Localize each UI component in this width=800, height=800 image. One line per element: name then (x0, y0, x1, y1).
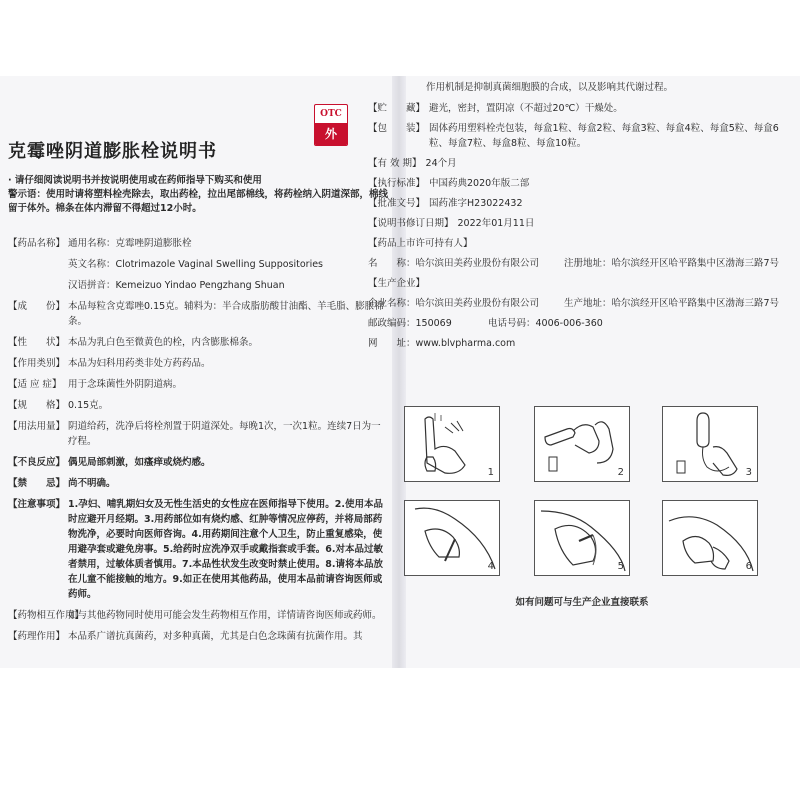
holder-row (368, 256, 792, 271)
section-label: 【有 效 期】 (368, 158, 422, 169)
manufacturer-address: 生产地址：哈尔滨经开区哈平路集中区渤海三路7号 (564, 298, 780, 309)
right-section (368, 156, 792, 171)
pull-string-illustration (663, 407, 759, 483)
right-sections (368, 101, 792, 251)
section-label: 【适 应 症】 (8, 379, 62, 390)
section-label: 【贮 藏】 (368, 103, 426, 114)
postcode: 邮政编码：150069 (368, 318, 452, 329)
insert-position-illustration (405, 501, 501, 577)
holder-name: 名 称：哈尔滨田美药业股份有限公司 (368, 258, 540, 269)
document-title: 克霉唑阴道膨胀栓说明书 (8, 141, 217, 162)
section-body: 0.15克。 (68, 400, 109, 411)
section-label (8, 278, 68, 293)
left-section (8, 608, 388, 623)
notice-line: · 请仔细阅读说明书并按说明使用或在药师指导下购买和使用 (8, 175, 262, 186)
insert-deep-illustration (535, 501, 631, 577)
left-section (8, 419, 388, 449)
remove-tampon-illustration (663, 501, 759, 577)
section-label: 【药理作用】 (8, 631, 66, 642)
left-section (8, 629, 388, 644)
section-label: 【药品名称】 (8, 238, 66, 249)
right-section (368, 121, 792, 151)
section-body: 2022年01月11日 (457, 218, 535, 229)
section-label: 【不良反应】 (8, 457, 66, 468)
section-label: 【禁 忌】 (8, 478, 66, 489)
section-body: 本品为妇科用药类非处方药药品。 (68, 358, 211, 369)
section-label: 【执行标准】 (368, 178, 426, 189)
mechanism-text: 作用机制是抑制真菌细胞膜的合成，以及影响其代谢过程。 (426, 82, 674, 93)
otc-badge-bottom: 外 (315, 123, 347, 145)
left-section (8, 335, 388, 350)
left-sections (8, 236, 388, 650)
remove-shell-illustration (535, 407, 631, 483)
section-body: 偶见局部刺激，如瘙痒或烧灼感。 (68, 457, 211, 468)
left-section (8, 377, 388, 392)
right-column (368, 80, 792, 356)
holder-address: 注册地址：哈尔滨经开区哈平路集中区渤海三路7号 (564, 258, 780, 269)
left-section (8, 356, 388, 371)
left-section (8, 257, 388, 272)
contact-note: 如有问题可与生产企业直接联系 (515, 597, 649, 608)
section-label: 【说明书修订日期】 (368, 218, 454, 229)
section-body: 尚不明确。 (68, 478, 116, 489)
otc-badge-top: OTC (320, 109, 342, 119)
section-body: 用于念珠菌性外阴阴道病。 (68, 379, 183, 390)
step-panel-5 (534, 500, 630, 576)
step-number-1: 1 (487, 467, 494, 478)
section-label: 【注意事项】 (8, 499, 66, 510)
left-section (8, 278, 388, 293)
otc-badge (314, 104, 348, 146)
step-number-3: 3 (745, 467, 752, 478)
section-body: 固体药用塑料栓壳包装，每盒1粒、每盒2粒、每盒3粒、每盒4粒、每盒5粒、每盒6粒、每盒7粒、每盒8粒、每盒10粒。 (429, 123, 779, 149)
usage-diagram (404, 406, 760, 586)
website: 网 址：www.blvpharma.com (368, 338, 516, 349)
step-panel-1 (404, 406, 500, 482)
left-section (8, 236, 388, 251)
section-label (8, 257, 68, 272)
section-body: 国药准字H23022432 (429, 198, 523, 209)
section-body: 通用名称：克霉唑阴道膨胀栓 (68, 238, 192, 249)
right-section (368, 176, 792, 191)
section-label: 【药物相互作用】 (8, 610, 85, 621)
step-number-6: 6 (745, 561, 752, 572)
section-body: 避光，密封，置阴凉（不超过20℃）干燥处。 (429, 103, 623, 114)
section-body: 如与其他药物同时使用可能会发生药物相互作用，详情请咨询医师或药师。 (68, 610, 382, 621)
phone-number: 电话号码：4006-006-360 (488, 318, 603, 329)
section-body: 中国药典2020年版二部 (429, 178, 530, 189)
right-section (368, 196, 792, 211)
section-body: 汉语拼音：Kemeizuo Yindao Pengzhang Shuan (68, 280, 285, 291)
section-label: 【性 状】 (8, 337, 66, 348)
step-panel-3 (662, 406, 758, 482)
section-label: 【批准文号】 (368, 198, 426, 209)
section-label: 【规 格】 (8, 400, 66, 411)
warning-text: 警示语：使用时请将塑料栓壳除去，取出药栓，拉出尾部棉线，将药栓纳入阴道深部，棉线留于体外。棉条在体内滞留不得超过12小时。 (8, 189, 389, 214)
hand-wash-illustration (405, 407, 501, 483)
step-panel-6 (662, 500, 758, 576)
section-label: 【成 份】 (8, 301, 66, 312)
manufacturer-row (368, 296, 792, 311)
section-body: 阴道给药，洗净后将栓剂置于阴道深处。每晚1次，一次1粒。连续7日为一疗程。 (68, 421, 381, 447)
section-body: 英文名称：Clotrimazole Vaginal Swelling Suppositories (68, 259, 324, 270)
manufacturer-label: 【生产企业】 (368, 278, 426, 289)
step-number-5: 5 (617, 561, 624, 572)
left-section (8, 455, 388, 470)
section-body: 24个月 (425, 158, 457, 169)
manufacturer-name: 企业名称：哈尔滨田美药业股份有限公司 (368, 298, 540, 309)
step-number-4: 4 (487, 561, 494, 572)
left-section (8, 299, 388, 329)
step-panel-4 (404, 500, 500, 576)
section-body: 1.孕妇、哺乳期妇女及无性生活史的女性应在医师指导下使用。2.使用本品时应避开月经期。3.用药部位如有烧灼感、红肿等情况应停药，并将局部药物洗净，必要时向医师咨询。4.用药期间注意个人卫生，防止重复感染，使用避孕套或避免房事。5.给药时应洗净双手或戴指套或手套。6.对本品过敏者禁用，过敏体质者慎用。7.本品性状发生改变时禁止使用。8.请将本品放在儿童不能接触的地方。9.如正在使用其他药品，使用本品前请咨询医师或药师。 (68, 499, 383, 600)
right-section (368, 236, 792, 251)
right-section (368, 216, 792, 231)
contact-row (368, 316, 792, 331)
right-section (368, 101, 792, 116)
section-label: 【用法用量】 (8, 421, 66, 432)
section-body: 本品为乳白色至微黄色的栓，内含膨胀棉条。 (68, 337, 259, 348)
left-section (8, 497, 388, 602)
step-number-2: 2 (617, 467, 624, 478)
notice-block (8, 174, 388, 216)
left-section (8, 398, 388, 413)
section-body: 本品每粒含克霉唑0.15克。辅料为：半合成脂肪酸甘油酯、羊毛脂、膨胀棉条。 (68, 301, 384, 327)
step-panel-2 (534, 406, 630, 482)
section-label: 【包 装】 (368, 123, 426, 134)
section-label: 【药品上市许可持有人】 (368, 238, 473, 249)
section-body (477, 236, 792, 251)
section-body: 本品系广谱抗真菌药，对多种真菌，尤其是白色念珠菌有抗菌作用。其 (68, 631, 363, 642)
section-label: 【作用类别】 (8, 358, 66, 369)
left-section (8, 476, 388, 491)
